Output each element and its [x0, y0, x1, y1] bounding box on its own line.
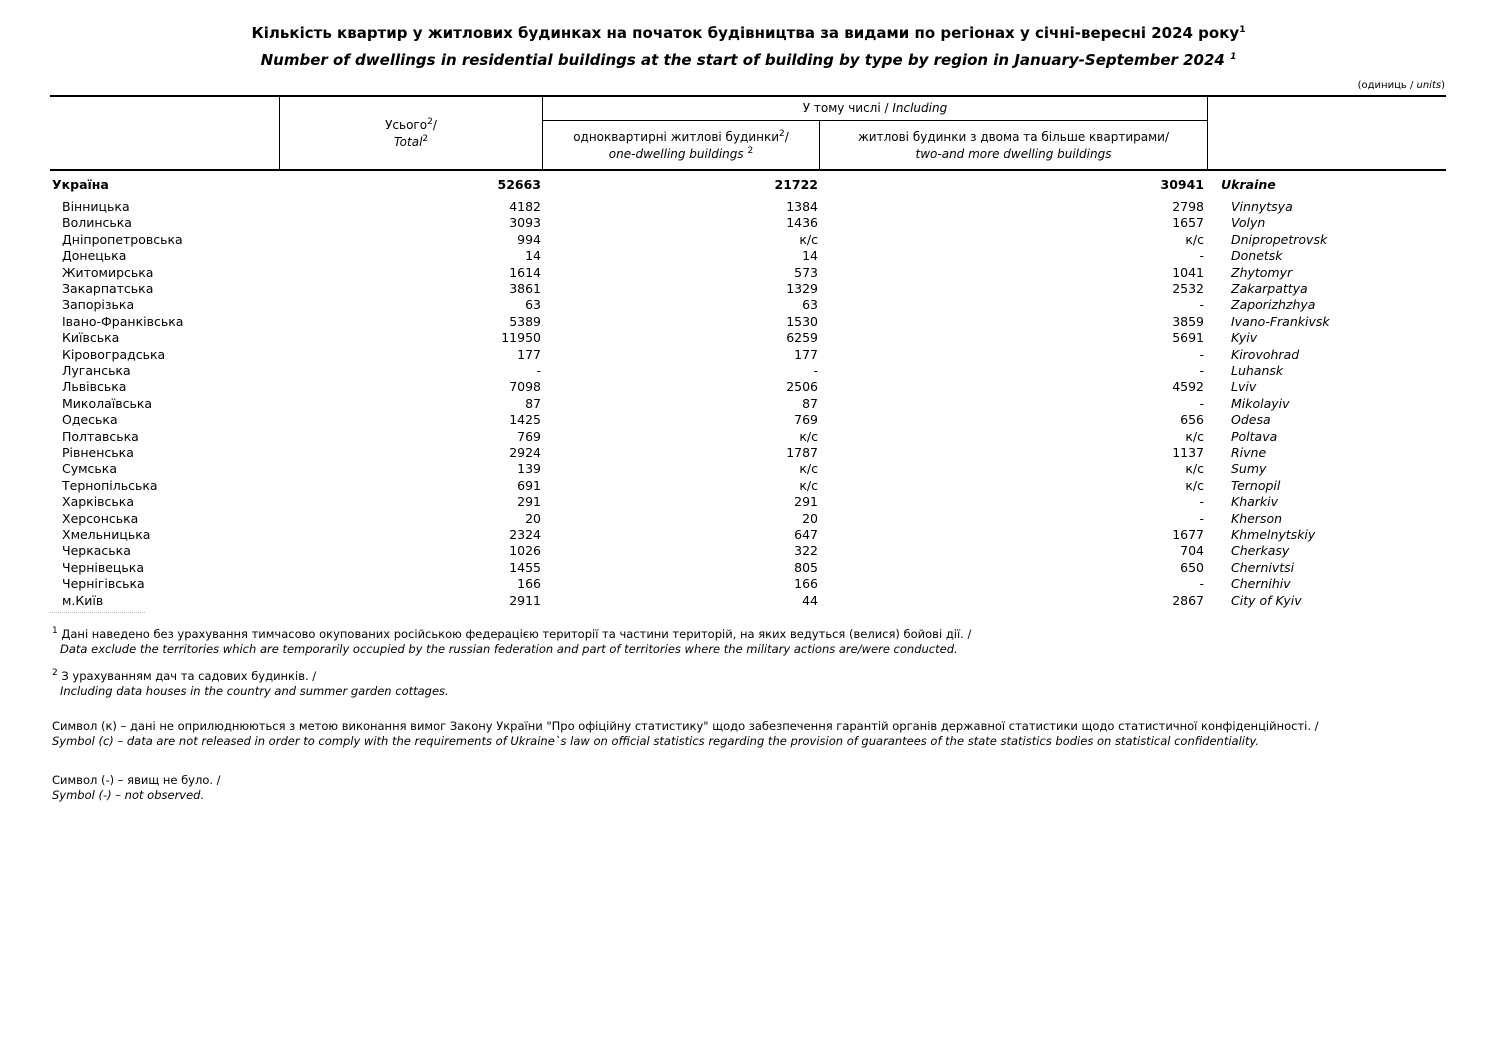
table-row [50, 560, 1446, 576]
value-two-dwelling: 1137 [1172, 445, 1204, 460]
region-en: Khmelnytskiy [1231, 527, 1316, 542]
col-divider-4 [1207, 96, 1208, 170]
table-row [50, 232, 1446, 248]
value-two-dwelling: 2867 [1172, 592, 1204, 608]
table-row [50, 330, 1446, 346]
header-total-en-sup: 2 [422, 134, 429, 144]
table-row [50, 265, 1446, 281]
region-en: Sumy [1231, 461, 1267, 477]
header-total-en: Total [393, 135, 423, 149]
table-row [50, 199, 1446, 215]
region-ua: Волинська [62, 215, 132, 231]
value-one-dwelling: 1436 [786, 215, 818, 231]
value-total: 4182 [509, 199, 541, 214]
value-one-dwelling: 291 [794, 494, 818, 510]
value-one-dwelling: 647 [794, 527, 818, 542]
value-total: 3861 [509, 281, 541, 296]
value-total: 1026 [509, 543, 541, 559]
value-total: 166 [517, 576, 541, 592]
footnote-1 [52, 627, 971, 657]
region-en: Luhansk [1231, 363, 1284, 378]
header-including-ua: У тому числі / [802, 101, 893, 115]
region-en: Donetsk [1231, 248, 1283, 264]
region-ua: Івано-Франківська [62, 313, 184, 329]
value-two-dwelling: - [1199, 395, 1204, 411]
value-two-dwelling: к/с [1185, 461, 1204, 477]
header-two-ua: житлові будинки з двома та більше квартирами/ [857, 130, 1170, 144]
region-ua: Черкаська [62, 543, 131, 559]
value-two-dwelling: 1677 [1172, 527, 1204, 542]
value-one-dwelling: 1329 [786, 281, 818, 296]
value-two-dwelling: - [1199, 363, 1204, 378]
region-ua: Чернівецька [62, 559, 144, 575]
table-row [50, 527, 1446, 543]
region-ua: Закарпатська [62, 281, 154, 296]
region-en: Kherson [1231, 510, 1283, 526]
value-two-dwelling: 2532 [1172, 281, 1204, 296]
value-two-dwelling: - [1199, 510, 1204, 526]
value-one-dwelling: - [813, 363, 818, 378]
title-footnote-mark: 1 [1239, 25, 1246, 35]
value-total: 1455 [509, 559, 541, 575]
value-two-dwelling: 656 [1180, 412, 1204, 428]
region-ua: Харківська [62, 494, 134, 510]
footnote-1-en: Data exclude the territories which are temporarily occupied by the russian federation and part of territories where the military actions are/were conducted. [60, 642, 958, 656]
units-ua: (одиниць / [1357, 80, 1417, 91]
table-row [50, 593, 1446, 609]
header-total-sup: 2 [427, 117, 433, 127]
region-ua: Київська [62, 330, 120, 346]
region-en: Zaporizhzhya [1231, 297, 1316, 313]
value-two-dwelling: 2798 [1172, 199, 1204, 214]
region-en: Dnipropetrovsk [1231, 231, 1328, 247]
region-ua: Запорізька [62, 297, 135, 313]
value-two-dwelling: к/с [1185, 428, 1204, 444]
table-row [50, 461, 1446, 477]
value-total: - [536, 363, 541, 378]
value-one-dwelling: 322 [794, 543, 818, 559]
value-two-dwelling: 5691 [1172, 330, 1204, 346]
region-ua: Одеська [62, 412, 118, 428]
value-one-dwelling: 87 [802, 395, 818, 411]
value-one-dwelling: к/с [799, 231, 818, 247]
note-confidential-en: Symbol (c) – data are not released in order to comply with the requirements of Ukraine`s law on official statistics regarding the provision of guarantees of the state statistics bodies on statistical confidentiality. [52, 734, 1260, 748]
value-total: 20 [525, 510, 541, 526]
value-one-dwelling: к/с [799, 461, 818, 477]
footnote-2-mark: 2 [52, 668, 58, 679]
value-total: 1614 [509, 264, 541, 280]
region-ua: Сумська [62, 461, 118, 477]
header-one-dwelling [543, 129, 819, 163]
table-top-border [50, 95, 1446, 97]
value-one-dwelling: 1384 [786, 199, 818, 214]
footnote-2-ua: З урахуванням дач та садових будинків. / [61, 669, 317, 683]
region-en: Volyn [1231, 215, 1266, 231]
value-total: 14 [525, 248, 541, 264]
region-en: Ivano-Frankivsk [1231, 313, 1330, 329]
region-ua: м.Київ [62, 592, 104, 608]
title-english-text: Number of dwellings in residential buildings at the start of building by type by region in January-September 2024 [260, 51, 1225, 69]
region-en: Poltava [1231, 428, 1278, 444]
value-two-dwelling: к/с [1185, 477, 1204, 493]
region-en: Cherkasy [1231, 543, 1290, 559]
note-not-observed-en: Symbol (-) – not observed. [52, 788, 205, 802]
value-total: 2924 [509, 445, 541, 460]
value-total: 177 [517, 346, 541, 362]
value-total: 11950 [501, 330, 541, 346]
header-including-en: Including [892, 101, 948, 115]
title-ukrainian-text: Кількість квартир у житлових будинках на початок будівництва за видами по регіонах у січні-вересні 2024 року [251, 24, 1240, 42]
note-confidential [52, 719, 1319, 749]
value-total: 769 [517, 428, 541, 444]
region-ua: Миколаївська [62, 395, 153, 411]
table-row [50, 478, 1446, 494]
value-total: 994 [517, 231, 541, 247]
region-ua: Україна [52, 177, 109, 192]
value-total: 2911 [509, 592, 541, 608]
table-row [50, 445, 1446, 461]
units-en: units [1416, 80, 1442, 91]
region-ua: Кіровоградська [62, 346, 166, 362]
value-two-dwelling: - [1199, 248, 1204, 264]
header-one-ua: одноквартирні житлові будинки [573, 130, 780, 144]
value-two-dwelling: - [1199, 494, 1204, 510]
table-row [50, 511, 1446, 527]
region-ua: Вінницька [62, 199, 130, 214]
value-total: 5389 [509, 313, 541, 329]
value-one-dwelling: 20 [802, 510, 818, 526]
value-total: 1425 [509, 412, 541, 428]
value-one-dwelling: 44 [802, 592, 818, 608]
table-row [50, 314, 1446, 330]
value-one-dwelling: 1787 [786, 445, 818, 460]
value-one-dwelling: 573 [794, 264, 818, 280]
table-row [50, 429, 1446, 445]
table-row [50, 281, 1446, 297]
table-row [50, 297, 1446, 313]
footnote-2-en: Including data houses in the country and summer garden cottages. [60, 684, 449, 698]
region-ua: Житомирська [62, 264, 154, 280]
value-total: 63 [525, 297, 541, 313]
value-one-dwelling: 166 [794, 576, 818, 592]
region-en: Ukraine [1221, 177, 1276, 192]
header-one-en-sup: 2 [747, 146, 754, 156]
region-en: Odesa [1231, 412, 1271, 428]
value-one-dwelling: 805 [794, 559, 818, 575]
header-total [280, 117, 542, 151]
region-ua: Хмельницька [62, 527, 151, 542]
header-one-en: one-dwelling buildings [608, 147, 744, 161]
table-row [50, 543, 1446, 559]
table-row [50, 576, 1446, 592]
region-en: Chernivtsi [1231, 559, 1295, 575]
value-total: 139 [517, 461, 541, 477]
header-total-ua: Усього [385, 118, 428, 132]
region-en: Zakarpattya [1231, 281, 1308, 296]
value-one-dwelling: 769 [794, 412, 818, 428]
region-ua: Полтавська [62, 428, 139, 444]
value-one-dwelling: к/с [799, 428, 818, 444]
region-en: Vinnytsya [1231, 199, 1293, 214]
value-two-dwelling: - [1199, 576, 1204, 592]
header-one-slash: / [784, 130, 789, 144]
region-en: Lviv [1231, 379, 1257, 395]
region-en: Kirovohrad [1231, 346, 1300, 362]
value-one-dwelling: 1530 [786, 313, 818, 329]
note-not-observed-ua: Символ (-) – явищ не було. / [52, 773, 221, 787]
value-total: 2324 [509, 527, 541, 542]
note-confidential-ua: Символ (к) – дані не оприлюднюються з метою виконання вимог Закону України "Про офіційну статистику" щодо забезпечення гарантій органів державної статистики щодо статистичної конфіденційності. / [52, 719, 1319, 733]
value-two-dwelling: 1041 [1172, 264, 1204, 280]
units-label [1358, 80, 1445, 91]
table-row [50, 494, 1446, 510]
value-one-dwelling: 6259 [786, 330, 818, 346]
table-row [50, 248, 1446, 264]
table-end-rule [50, 612, 145, 613]
header-two-dwelling [820, 129, 1207, 163]
header-one-sup: 2 [779, 129, 785, 139]
region-en: Kharkiv [1231, 494, 1279, 510]
value-total: 7098 [509, 379, 541, 395]
table-row-ukraine-total [50, 177, 1446, 193]
value-two-dwelling: - [1199, 346, 1204, 362]
region-en: Ternopil [1231, 477, 1281, 493]
region-ua: Львівська [62, 379, 127, 395]
value-one-dwelling: 2506 [786, 379, 818, 395]
value-two-dwelling: 3859 [1172, 313, 1204, 329]
value-two-dwelling: 650 [1180, 559, 1204, 575]
value-two-dwelling: 30941 [1160, 177, 1204, 192]
value-two-dwelling: 4592 [1172, 379, 1204, 395]
region-en: City of Kyiv [1231, 592, 1302, 608]
value-two-dwelling: 1657 [1172, 215, 1204, 231]
footnote-2 [52, 669, 449, 699]
header-bottom-border [50, 169, 1446, 171]
units-close: ) [1441, 80, 1445, 91]
region-ua: Дніпропетровська [62, 231, 183, 247]
region-en: Kyiv [1231, 330, 1258, 346]
value-one-dwelling: 14 [802, 248, 818, 264]
value-total: 52663 [497, 177, 541, 192]
table-row [50, 347, 1446, 363]
including-divider [542, 120, 1207, 121]
value-two-dwelling: 704 [1180, 543, 1204, 559]
region-ua: Чернігівська [62, 576, 145, 592]
region-ua: Донецька [62, 248, 127, 264]
region-ua: Рівненська [62, 445, 134, 460]
region-en: Rivne [1231, 445, 1267, 460]
region-ua: Луганська [62, 363, 131, 378]
value-total: 291 [517, 494, 541, 510]
footnote-1-ua: Дані наведено без урахування тимчасово окупованих російською федерацією території та частини територій, на яких ведуться (велися) бойові дії. / [61, 627, 972, 641]
note-not-observed [52, 773, 221, 803]
value-total: 87 [525, 395, 541, 411]
table-row [50, 396, 1446, 412]
value-one-dwelling: 21722 [774, 177, 818, 192]
table-row [50, 412, 1446, 428]
footnote-1-mark: 1 [52, 626, 58, 637]
table-row [50, 379, 1446, 395]
value-two-dwelling: - [1199, 297, 1204, 313]
value-two-dwelling: к/с [1185, 231, 1204, 247]
value-one-dwelling: к/с [799, 477, 818, 493]
region-ua: Тернопільська [62, 477, 158, 493]
header-including [543, 100, 1207, 117]
value-total: 3093 [509, 215, 541, 231]
table-row [50, 363, 1446, 379]
title-english [0, 51, 1497, 69]
header-total-slash: / [432, 118, 437, 132]
region-en: Chernihiv [1231, 576, 1291, 592]
table-row [50, 215, 1446, 231]
region-en: Zhytomyr [1231, 264, 1293, 280]
region-ua: Херсонська [62, 510, 139, 526]
title-ukrainian [0, 24, 1497, 42]
region-en: Mikolayiv [1231, 395, 1290, 411]
value-one-dwelling: 63 [802, 297, 818, 313]
value-one-dwelling: 177 [794, 346, 818, 362]
title-footnote-mark-en: 1 [1230, 52, 1237, 62]
header-two-en: two-and more dwelling buildings [915, 147, 1112, 161]
value-total: 691 [517, 477, 541, 493]
